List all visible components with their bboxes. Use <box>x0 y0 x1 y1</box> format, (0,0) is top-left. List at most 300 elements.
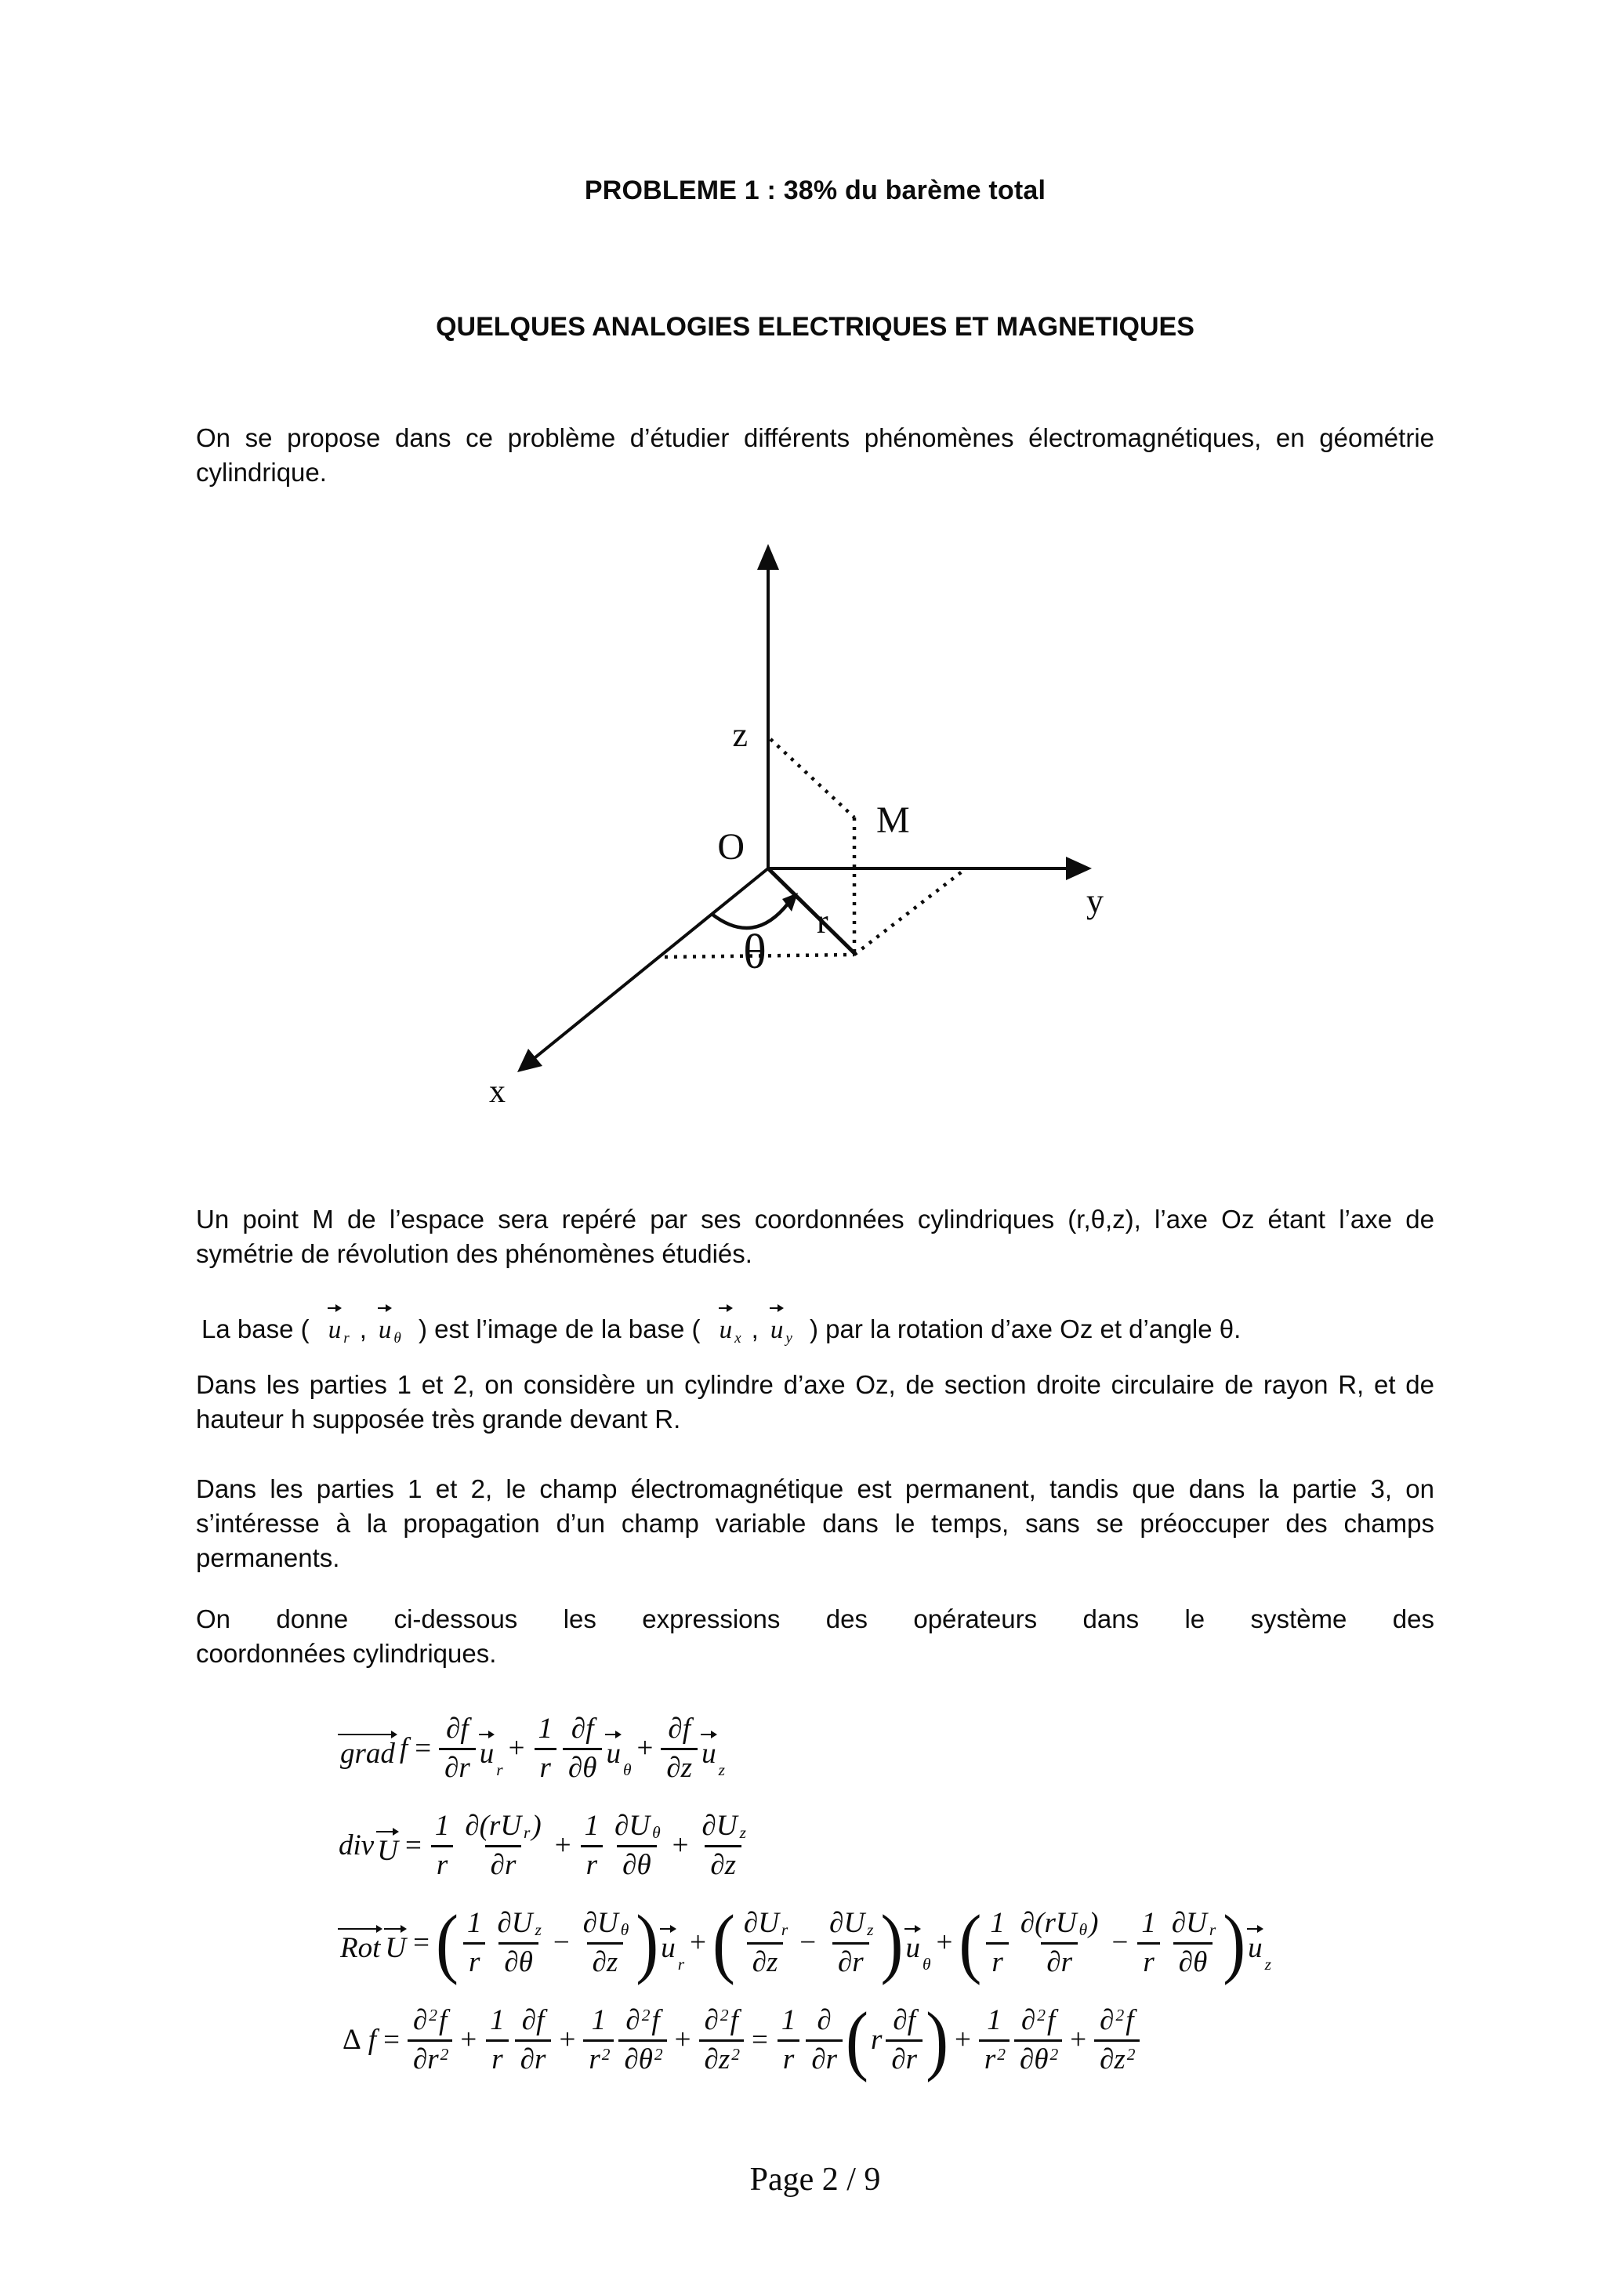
math-italic: r <box>984 2043 996 2075</box>
math-text: = <box>751 2023 768 2056</box>
math-superscript: 2 <box>997 2044 1006 2064</box>
math-italic: r <box>436 1848 448 1881</box>
vector-arrow-icon <box>605 1730 622 1738</box>
fraction-denominator <box>979 2039 1010 2077</box>
vector-arrow-icon <box>719 1303 734 1311</box>
vector-wrap <box>718 1301 734 1347</box>
math-fraction <box>462 1907 488 1979</box>
overarrow-wrap <box>337 1922 383 1965</box>
vector-letter: u <box>701 1737 716 1770</box>
math-fraction <box>563 1713 602 1785</box>
fraction-denominator <box>486 2039 508 2077</box>
fraction-denominator <box>439 1748 476 1785</box>
math-italic: r <box>589 2043 600 2075</box>
vector-letter: u <box>479 1737 495 1770</box>
math-italic: 1 <box>1141 1906 1156 1939</box>
math-text: + <box>554 1829 571 1861</box>
paragraph-champ-permanent: Dans les parties 1 et 2, le champ électromagnétique est permanent, tandis que dans la partie 3, on s’intéresse à la propagation d’un champ variable dans le temps, sans se préoccuper des champs permanents. <box>196 1474 1434 1572</box>
math-italic: f <box>368 2023 377 2056</box>
math-italic: r <box>491 2043 503 2075</box>
origin-label-o: O <box>717 826 745 868</box>
math-superscript: 2 <box>429 2006 438 2025</box>
math-big-paren: ) <box>1223 1899 1246 1986</box>
paragraph-base-vectors <box>196 1301 1434 1347</box>
math-italic: f <box>730 2003 738 2036</box>
math-italic: f <box>1047 2003 1056 2036</box>
math-fraction <box>579 1810 605 1882</box>
vector-arrow-icon <box>378 1303 393 1311</box>
overarrow-letters: Rot <box>340 1931 381 1964</box>
vector-wrap <box>659 1922 677 1965</box>
math-italic: f <box>651 2003 660 2036</box>
overarrow-wrap <box>337 1727 398 1771</box>
math-italic: r <box>870 2023 883 2056</box>
fraction-numerator <box>609 1810 665 1845</box>
math-italic: ∂r <box>444 1751 470 1784</box>
paragraph-operateurs-line2: coordonnées cylindriques. <box>196 1639 497 1668</box>
math-italic: ∂U <box>614 1809 651 1842</box>
vector-letter: u <box>661 1931 676 1964</box>
fraction-numerator <box>1016 2004 1060 2039</box>
math-text: + <box>1070 2023 1087 2056</box>
fraction-denominator <box>535 1748 556 1785</box>
fraction-denominator <box>463 1942 485 1980</box>
math-big-paren: ( <box>712 1899 735 1986</box>
fraction-denominator <box>581 1845 603 1883</box>
math-italic: ∂θ <box>1020 2043 1049 2075</box>
math-italic: ∂θ <box>624 2043 653 2075</box>
math-fraction <box>1014 2004 1062 2076</box>
vector-wrap <box>478 1727 496 1771</box>
math-vector <box>769 1301 792 1347</box>
math-italic: 1 <box>584 1809 600 1842</box>
math-italic: 1 <box>466 1906 482 1939</box>
math-fraction <box>618 2004 666 2076</box>
fraction-numerator <box>586 2004 612 2039</box>
page-footer: Page 2 / 9 <box>749 2162 881 2198</box>
fraction-denominator <box>617 1845 656 1883</box>
math-text: = <box>383 2023 400 2056</box>
fraction-numerator <box>430 1810 455 1845</box>
dotted-projection-to-y-line <box>854 870 964 955</box>
math-text: + <box>690 1926 706 1959</box>
fraction-numerator <box>776 2004 802 2039</box>
math-big-paren: ( <box>846 1996 868 2083</box>
math-superscript: 2 <box>440 2044 449 2064</box>
vector-wrap <box>769 1301 785 1347</box>
vector-subscript: θ <box>922 1954 931 1974</box>
fraction-denominator <box>408 2039 452 2077</box>
math-fraction <box>697 1810 750 1882</box>
formula-rotationnel <box>337 1897 1624 1989</box>
fraction-denominator <box>705 1845 741 1883</box>
paragraph-operateurs-line1: On donne ci-dessous les expressions des opérateurs dans le système des <box>196 1604 1434 1633</box>
vector-wrap <box>327 1301 343 1347</box>
radius-label-r: r <box>817 902 828 941</box>
fraction-numerator <box>1166 1907 1220 1942</box>
math-italic: ∂ <box>413 2003 428 2036</box>
math-superscript: 2 <box>1049 2044 1059 2064</box>
math-italic: 1 <box>990 1906 1005 1939</box>
math-italic: 1 <box>490 2003 505 2036</box>
fraction-denominator <box>515 2039 552 2077</box>
angle-label-theta: θ <box>743 926 767 979</box>
math-italic: ∂r <box>838 1945 864 1978</box>
vector-letter: u <box>770 1316 784 1344</box>
vector-letter: u <box>1248 1931 1263 1964</box>
math-text: Δ <box>343 2023 361 2056</box>
math-subscript: r <box>524 1822 531 1842</box>
math-subscript: z <box>535 1919 542 1939</box>
math-fraction <box>439 1713 476 1785</box>
math-italic: ∂z <box>1100 2043 1126 2075</box>
fraction-denominator <box>1173 1942 1213 1980</box>
math-text: = <box>404 1829 422 1861</box>
math-fraction <box>515 2004 552 2076</box>
math-italic: ∂θ <box>567 1751 597 1784</box>
math-subscript: θ <box>1078 1919 1088 1939</box>
fraction-numerator <box>491 1907 545 1942</box>
math-fraction <box>1166 1907 1220 1979</box>
math-italic: ∂f <box>571 1712 594 1745</box>
math-fraction <box>408 2004 452 2076</box>
fraction-denominator <box>618 2039 666 2077</box>
math-superscript: 2 <box>1115 2006 1125 2025</box>
math-text: , <box>751 1314 759 1343</box>
math-fraction <box>776 2004 802 2076</box>
fraction-numerator <box>440 1713 474 1748</box>
math-fraction <box>661 1713 698 1785</box>
fraction-numerator <box>620 2004 665 2039</box>
math-italic: ∂r <box>1046 1945 1072 1978</box>
math-vector <box>1246 1922 1272 1974</box>
math-italic: ∂(rU <box>1020 1906 1077 1939</box>
paragraph-point-m: Un point M de l’espace sera repéré par ses coordonnées cylindriques (r,θ,z), l’axe Oz étant l’axe de symétrie de révolution des phénomènes étudiés. <box>196 1205 1434 1268</box>
vector-letter: U <box>385 1931 407 1964</box>
fraction-numerator <box>887 2004 921 2039</box>
math-italic: ∂z <box>592 1945 618 1978</box>
point-label-m: M <box>876 799 910 841</box>
math-italic: ∂f <box>446 1712 469 1745</box>
axis-x-arrowhead-icon <box>517 1049 542 1072</box>
fraction-denominator <box>587 1942 624 1980</box>
math-vector <box>700 1727 725 1779</box>
fraction-numerator <box>484 2004 510 2039</box>
vector-subscript: r <box>496 1760 503 1779</box>
math-vector <box>659 1922 685 1974</box>
math-vector <box>604 1727 632 1779</box>
math-italic: 1 <box>538 1712 553 1745</box>
math-superscript: 2 <box>641 2006 651 2025</box>
math-text: = <box>415 1731 432 1764</box>
fraction-numerator <box>699 2004 744 2039</box>
vector-letter: u <box>378 1316 392 1344</box>
vector-wrap <box>1246 1922 1264 1965</box>
fraction-numerator <box>1136 1907 1162 1942</box>
over-arrow-icon <box>338 1924 382 1932</box>
math-text: La base ( <box>201 1314 317 1343</box>
math-superscript: 2 <box>601 2044 611 2064</box>
vector-subscript: r <box>343 1329 350 1347</box>
math-fraction <box>430 1810 455 1882</box>
math-text: + <box>936 1926 953 1959</box>
math-text: − <box>1111 1926 1129 1959</box>
fraction-numerator <box>459 1810 546 1845</box>
formula-gradient <box>337 1702 1624 1795</box>
diagram-svg <box>486 533 1113 1113</box>
math-italic: ∂ <box>625 2003 640 2036</box>
vector-subscript: x <box>734 1329 741 1347</box>
fraction-denominator <box>1137 1942 1159 1980</box>
fraction-denominator <box>806 2039 843 2077</box>
vector-letter: u <box>606 1737 621 1770</box>
paragraph-intro: On se propose dans ce problème d’étudier différents phénomènes électromagnétiques, en géométrie cylindrique. <box>196 423 1434 487</box>
page-title: PROBLEME 1 : 38% du barème total <box>584 176 1046 205</box>
math-fraction <box>806 2004 843 2076</box>
math-italic: ∂θ <box>1178 1945 1208 1978</box>
math-italic: ∂U <box>743 1906 779 1939</box>
vector-arrow-icon <box>660 1924 676 1932</box>
vector-arrow-icon <box>1247 1924 1263 1932</box>
fraction-numerator <box>566 1713 600 1748</box>
fraction-denominator <box>699 2039 744 2077</box>
math-italic: ∂ <box>817 2003 832 2036</box>
math-vector <box>718 1301 741 1347</box>
math-big-paren: ( <box>436 1899 459 1986</box>
math-subscript: θ <box>652 1822 661 1842</box>
math-vector <box>377 1301 401 1347</box>
math-italic: ) <box>531 1809 542 1842</box>
math-italic: r <box>585 1848 598 1881</box>
math-subscript: r <box>1209 1919 1216 1939</box>
math-italic: ∂r <box>412 2043 439 2075</box>
math-italic: 1 <box>591 2003 607 2036</box>
axis-y-arrowhead-icon <box>1066 857 1092 880</box>
math-text: − <box>799 1926 817 1959</box>
vector-arrow-icon <box>770 1303 785 1311</box>
fraction-numerator <box>408 2004 452 2039</box>
paragraph-cylindre: Dans les parties 1 et 2, on considère un cylindre d’axe Oz, de section droite circulaire de rayon R, et de hauteur h supposée très grande devant R. <box>196 1370 1434 1434</box>
math-italic: ∂r <box>891 2043 918 2075</box>
fraction-numerator <box>517 2004 550 2039</box>
math-italic: ∂r <box>520 2043 546 2075</box>
math-vector <box>383 1922 408 1965</box>
math-italic: r <box>1143 1945 1155 1978</box>
fraction-numerator <box>981 2004 1007 2039</box>
vector-subscript: r <box>677 1954 685 1974</box>
math-fraction <box>459 1810 546 1882</box>
math-text: + <box>955 2023 971 2056</box>
math-text: − <box>553 1926 570 1959</box>
math-italic: ) <box>1089 1906 1099 1939</box>
math-vector <box>327 1301 350 1347</box>
math-fraction <box>484 2004 510 2076</box>
math-superscript: 2 <box>1037 2006 1046 2025</box>
math-text: + <box>636 1731 654 1764</box>
math-subscript: z <box>739 1822 746 1842</box>
math-fraction <box>699 2004 744 2076</box>
math-fraction <box>738 1907 792 1979</box>
dotted-z-to-m-line <box>770 739 854 817</box>
math-text: + <box>672 1829 689 1861</box>
math-italic: ∂U <box>701 1809 738 1842</box>
fraction-denominator <box>747 1942 784 1980</box>
fraction-denominator <box>1094 2039 1139 2077</box>
math-italic: ∂ <box>704 2003 719 2036</box>
math-overarrow-word <box>337 1727 398 1771</box>
math-superscript: 2 <box>1126 2044 1136 2064</box>
vector-letter: u <box>719 1316 733 1344</box>
fraction-denominator <box>832 1942 869 1980</box>
math-fraction <box>491 1907 545 1979</box>
vector-arrow-icon <box>376 1827 399 1835</box>
vector-letter: u <box>328 1316 342 1344</box>
vector-arrow-icon <box>328 1303 343 1311</box>
vector-subscript: θ <box>622 1760 632 1779</box>
math-italic: ∂f <box>893 2003 915 2036</box>
math-fraction <box>583 2004 614 2076</box>
vector-wrap <box>604 1727 622 1771</box>
fraction-denominator <box>661 1748 698 1785</box>
fraction-numerator <box>1015 1907 1104 1942</box>
math-text: + <box>559 2023 576 2056</box>
math-italic: ∂r <box>490 1848 517 1881</box>
math-vector <box>478 1727 503 1779</box>
math-text: = <box>413 1926 430 1959</box>
math-fraction <box>578 1907 633 1979</box>
math-fraction <box>979 2004 1010 2076</box>
vector-wrap <box>904 1922 922 1965</box>
vector-arrow-icon <box>479 1730 495 1738</box>
math-italic: ∂z <box>752 1945 778 1978</box>
fraction-numerator <box>812 2004 837 2039</box>
fraction-numerator <box>738 1907 792 1942</box>
formula-divergence <box>337 1800 1624 1892</box>
overarrow-letters: grad <box>340 1737 395 1770</box>
math-superscript: 2 <box>731 2044 740 2064</box>
math-italic: ∂f <box>668 1712 691 1745</box>
fraction-numerator <box>462 1907 488 1942</box>
math-subscript: r <box>781 1919 788 1939</box>
math-big-paren: ) <box>880 1899 904 1986</box>
math-italic: 1 <box>434 1809 450 1842</box>
fraction-numerator <box>697 1810 750 1845</box>
vector-letter: U <box>377 1834 398 1867</box>
fraction-denominator <box>1014 2039 1062 2077</box>
math-text: ) par la rotation d’axe Oz et d’angle θ. <box>802 1314 1242 1343</box>
math-italic: ∂θ <box>622 1848 651 1881</box>
fraction-numerator <box>1094 2004 1139 2039</box>
math-text: + <box>508 1731 525 1764</box>
cylindrical-coordinates-diagram <box>0 533 1624 1113</box>
math-italic: r <box>782 2043 795 2075</box>
axis-label-z: z <box>732 716 748 754</box>
fraction-denominator <box>986 1942 1008 1980</box>
math-big-paren: ) <box>636 1899 659 1986</box>
math-italic: ∂ <box>1100 2003 1115 2036</box>
math-superscript: 2 <box>720 2006 729 2025</box>
math-big-paren: ) <box>926 1996 949 2083</box>
axis-label-y: y <box>1086 882 1104 920</box>
math-italic: f <box>439 2003 448 2036</box>
math-italic: r <box>991 1945 1003 1978</box>
fraction-denominator <box>431 1845 453 1883</box>
vector-wrap <box>383 1922 408 1965</box>
math-italic: r <box>469 1945 480 1978</box>
math-italic: ∂z <box>666 1751 693 1784</box>
axis-x-line <box>527 868 768 1064</box>
fraction-numerator <box>532 1713 558 1748</box>
math-italic: ∂θ <box>504 1945 533 1978</box>
math-italic: ∂U <box>1171 1906 1207 1939</box>
math-fraction <box>532 1713 558 1785</box>
math-overarrow-word <box>337 1922 383 1965</box>
math-vector <box>904 1922 931 1974</box>
math-text: + <box>460 2023 477 2056</box>
math-text: ) est l’image de la base ( <box>411 1314 708 1343</box>
math-italic: ∂z <box>710 1848 737 1881</box>
math-italic: ∂r <box>811 2043 838 2075</box>
paragraph-operateurs <box>196 1602 1434 1671</box>
math-italic: f <box>1126 2003 1134 2036</box>
math-italic: ∂U <box>829 1906 865 1939</box>
fraction-denominator <box>778 2039 799 2077</box>
fraction-denominator <box>485 1845 522 1883</box>
math-italic: ∂(rU <box>465 1809 522 1842</box>
over-arrow-icon <box>338 1730 397 1738</box>
axis-label-x: x <box>489 1074 506 1110</box>
vector-subscript: θ <box>393 1329 401 1347</box>
math-italic: ∂ <box>1020 2003 1036 2036</box>
math-subscript: z <box>867 1919 874 1939</box>
math-italic: ∂z <box>704 2043 730 2075</box>
fraction-denominator <box>498 1942 538 1980</box>
vector-wrap <box>700 1727 718 1771</box>
math-text: + <box>674 2023 691 2056</box>
vector-subscript: z <box>1264 1954 1272 1974</box>
formula-laplacien <box>337 1994 1624 2086</box>
math-vector <box>375 1825 400 1868</box>
math-fraction <box>824 1907 877 1979</box>
vector-wrap <box>377 1301 393 1347</box>
math-big-paren: ( <box>959 1899 982 1986</box>
math-italic: f <box>399 1731 408 1764</box>
math-fraction <box>984 1907 1010 1979</box>
math-italic: ∂U <box>582 1906 618 1939</box>
vector-arrow-icon <box>701 1730 717 1738</box>
fraction-denominator <box>1041 1942 1078 1980</box>
vector-wrap <box>375 1825 400 1868</box>
fraction-denominator <box>583 2039 614 2077</box>
fraction-numerator <box>824 1907 877 1942</box>
fraction-denominator <box>563 1748 602 1785</box>
math-text: , <box>359 1314 367 1343</box>
vector-arrow-icon <box>904 1924 921 1932</box>
math-fraction <box>1136 1907 1162 1979</box>
math-fraction <box>609 1810 665 1882</box>
math-italic: 1 <box>987 2003 1002 2036</box>
fraction-numerator <box>662 1713 696 1748</box>
vector-subscript: y <box>785 1329 792 1347</box>
fraction-numerator <box>579 1810 605 1845</box>
vector-letter: u <box>905 1931 920 1964</box>
math-italic: ∂f <box>521 2003 545 2036</box>
math-fraction <box>886 2004 923 2076</box>
vector-arrow-icon <box>384 1924 407 1932</box>
math-italic: div <box>339 1829 375 1861</box>
math-fraction <box>1015 1907 1104 1979</box>
math-italic: r <box>539 1751 551 1784</box>
